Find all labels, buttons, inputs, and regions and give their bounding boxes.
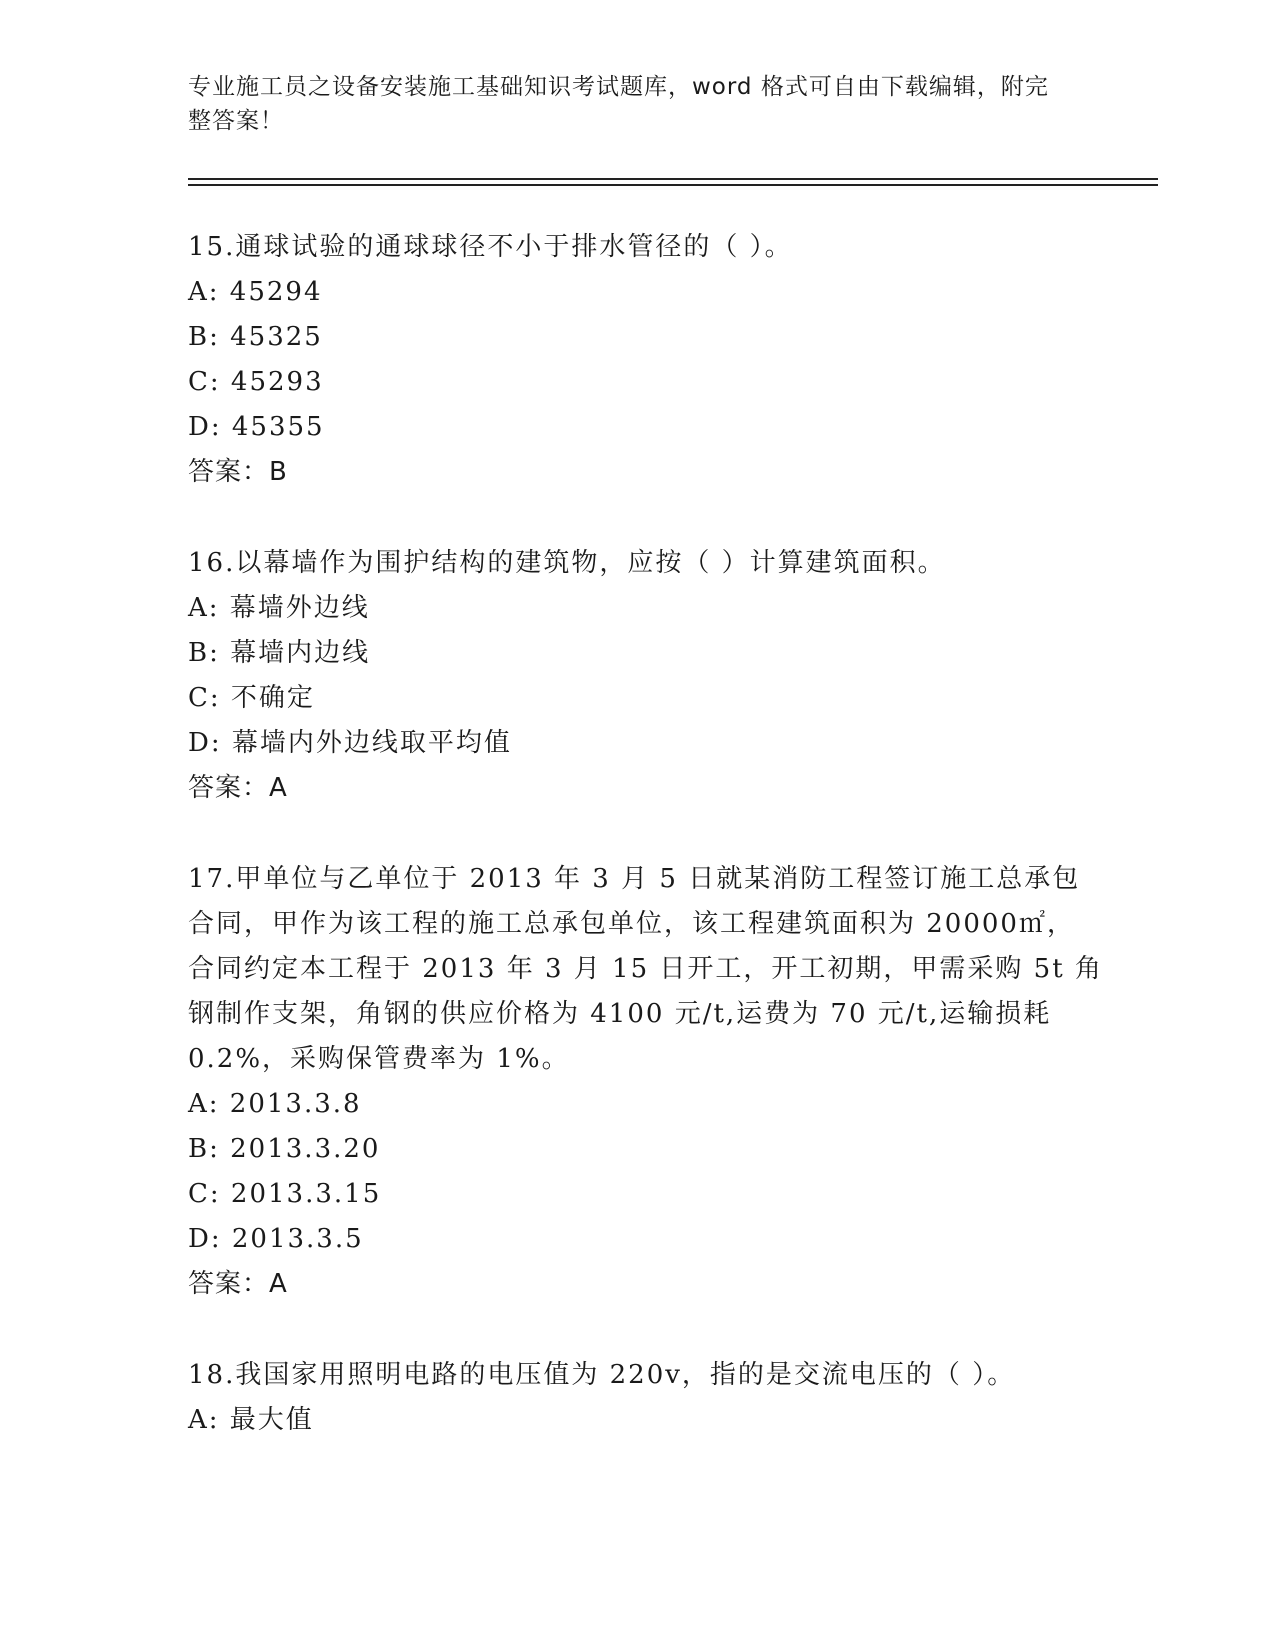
question-17-stem-line-2: 合同，甲作为该工程的施工总承包单位，该工程建筑面积为 20000㎡， xyxy=(188,909,1075,939)
question-17-option-a: A: 2013.3.8 xyxy=(188,1089,362,1119)
question-16-option-b: B: 幕墙内边线 xyxy=(188,638,371,668)
question-17-stem-line-1: 17.甲单位与乙单位于 2013 年 3 月 5 日就某消防工程签订施工总承包 xyxy=(188,864,1081,894)
question-17-stem-line-3: 合同约定本工程于 2013 年 3 月 15 日开工，开工初期，甲需采购 5t 角 xyxy=(188,954,1103,984)
header-divider-top xyxy=(188,178,1158,180)
question-16-option-a: A: 幕墙外边线 xyxy=(188,593,370,623)
question-17-stem-line-5: 0.2%，采购保管费率为 1%。 xyxy=(188,1044,570,1074)
question-15-option-b: B: 45325 xyxy=(188,322,323,352)
question-15-answer: 答案：B xyxy=(188,457,288,487)
question-17-stem-line-4: 钢制作支架，角钢的供应价格为 4100 元/t,运费为 70 元/t,运输损耗 xyxy=(188,999,1052,1029)
question-18-stem: 18.我国家用照明电路的电压值为 220v，指的是交流电压的（ ）。 xyxy=(188,1360,1016,1390)
header-line-1: 专业施工员之设备安装施工基础知识考试题库，word 格式可自由下载编辑，附完 xyxy=(188,74,1049,100)
document-header xyxy=(188,70,1068,138)
header-divider-bottom xyxy=(188,184,1158,186)
question-17-option-c: C: 2013.3.15 xyxy=(188,1179,382,1209)
question-17-option-b: B: 2013.3.20 xyxy=(188,1134,381,1164)
question-15-option-a: A: 45294 xyxy=(188,277,323,307)
question-16-option-d: D: 幕墙内外边线取平均值 xyxy=(188,728,512,758)
question-15-option-c: C: 45293 xyxy=(188,367,324,397)
question-17-answer: 答案：A xyxy=(188,1269,288,1299)
question-16-stem: 16.以幕墙作为围护结构的建筑物，应按（ ）计算建筑面积。 xyxy=(188,548,946,578)
question-16-option-c: C: 不确定 xyxy=(188,683,315,713)
question-17-option-d: D: 2013.3.5 xyxy=(188,1224,364,1254)
question-16-answer: 答案：A xyxy=(188,773,288,803)
question-15-option-d: D: 45355 xyxy=(188,412,325,442)
question-15-stem: 15.通球试验的通球球径不小于排水管径的（ ）。 xyxy=(188,232,793,262)
header-line-2: 整答案！ xyxy=(188,108,284,134)
question-18-option-a: A: 最大值 xyxy=(188,1405,314,1435)
